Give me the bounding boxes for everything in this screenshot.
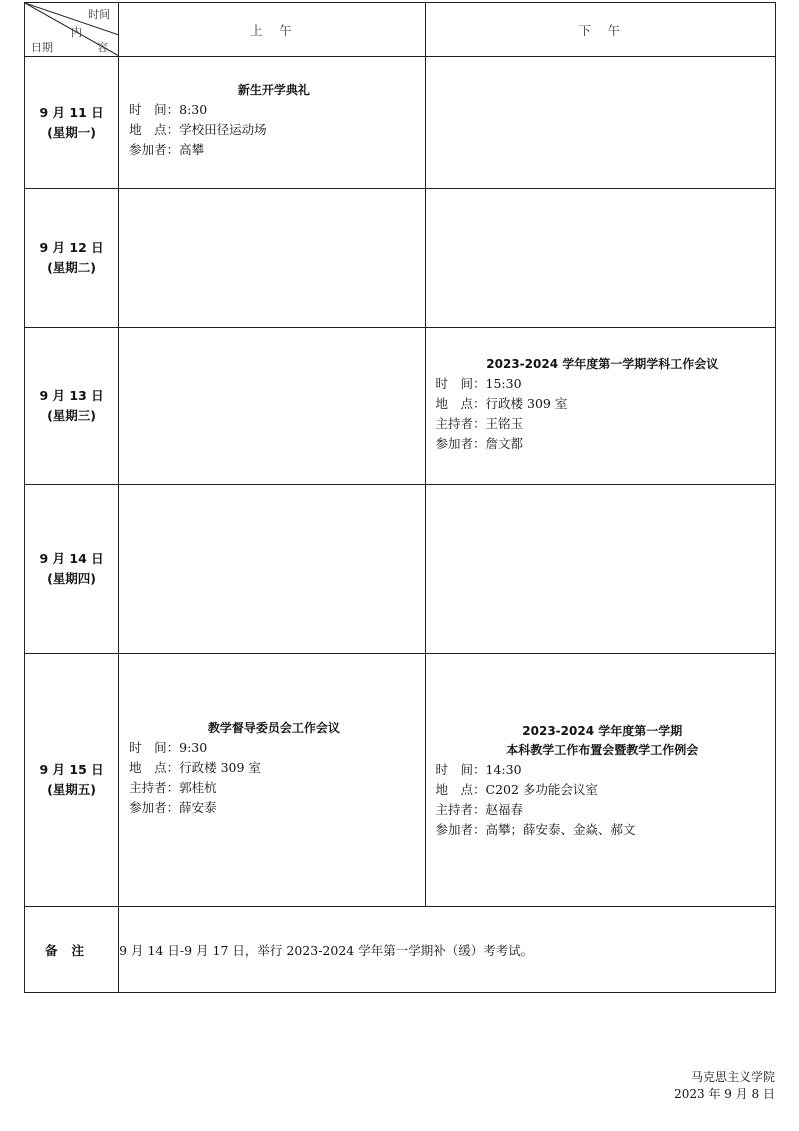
corner-content-label-2: 容 bbox=[97, 41, 109, 54]
event-time: 时 间：9:30 bbox=[129, 739, 208, 755]
schedule-table bbox=[24, 2, 776, 993]
date-label: 9 月 12 日 bbox=[39, 240, 104, 255]
event-participants: 参加者：薛安泰 bbox=[129, 799, 217, 815]
date-cell bbox=[25, 57, 119, 189]
date-cell bbox=[25, 189, 119, 328]
morning-cell bbox=[119, 189, 425, 328]
morning-cell bbox=[119, 57, 425, 189]
date-cell bbox=[25, 485, 119, 654]
notes-row bbox=[25, 907, 776, 993]
afternoon-cell bbox=[425, 485, 775, 654]
date-label: 9 月 13 日 bbox=[39, 388, 104, 403]
event-participants: 参加者：詹文都 bbox=[435, 435, 524, 451]
morning-cell bbox=[119, 485, 425, 654]
date-label: 9 月 14 日 bbox=[39, 551, 104, 566]
footer bbox=[674, 1069, 775, 1103]
weekday-label: (星期四) bbox=[47, 571, 97, 586]
header-row bbox=[25, 3, 776, 57]
weekday-label: (星期五) bbox=[47, 782, 97, 797]
date-cell bbox=[25, 654, 119, 907]
day-row bbox=[25, 485, 776, 654]
event-title: 教学督导委员会工作会议 bbox=[207, 720, 340, 735]
event-participants: 参加者：高攀；薛安泰、金焱、郝文 bbox=[435, 822, 636, 837]
weekday-label: (星期二) bbox=[47, 260, 97, 275]
weekday-label: (星期一) bbox=[47, 124, 97, 140]
corner-content-label-1: 内 bbox=[71, 26, 82, 39]
afternoon-cell bbox=[425, 328, 775, 485]
event-block bbox=[426, 355, 775, 454]
event-subtitle: 本科教学工作布置会暨教学工作例会 bbox=[506, 743, 699, 757]
date-cell bbox=[25, 328, 119, 485]
event-time: 时 间：8:30 bbox=[129, 102, 208, 117]
event-block bbox=[119, 719, 424, 818]
weekday-label: (星期三) bbox=[47, 408, 97, 423]
event-title: 新生开学典礼 bbox=[237, 83, 310, 97]
morning-cell bbox=[119, 654, 425, 907]
afternoon-header: 下 午 bbox=[425, 3, 775, 57]
day-row bbox=[25, 654, 776, 907]
corner-date-label: 日期 bbox=[31, 41, 53, 54]
event-location: 地 点：C202 多功能会议室 bbox=[435, 782, 598, 797]
corner-header-cell bbox=[25, 3, 119, 57]
afternoon-cell bbox=[425, 189, 775, 328]
event-participants: 参加者：高攀 bbox=[129, 142, 205, 157]
event-location: 地 点：行政楼 309 室 bbox=[435, 395, 568, 411]
morning-cell bbox=[119, 328, 425, 485]
event-host: 主持者：郭桂杭 bbox=[129, 779, 217, 795]
event-location: 地 点：行政楼 309 室 bbox=[129, 759, 261, 775]
footer-date: 2023 年 9 月 8 日 bbox=[674, 1087, 775, 1101]
event-block bbox=[426, 722, 775, 840]
day-row bbox=[25, 189, 776, 328]
date-label: 9 月 15 日 bbox=[39, 762, 104, 777]
corner-time-label: 时间 bbox=[88, 8, 111, 21]
event-location: 地 点：学校田径运动场 bbox=[129, 122, 267, 137]
afternoon-cell bbox=[425, 654, 775, 907]
afternoon-cell bbox=[425, 57, 775, 189]
event-block bbox=[119, 81, 424, 160]
morning-header: 上 午 bbox=[119, 3, 425, 57]
event-title: 2023-2024 学年度第一学期学科工作会议 bbox=[486, 356, 719, 371]
event-host: 主持者：赵福春 bbox=[435, 802, 524, 817]
date-label: 9 月 11 日 bbox=[39, 104, 104, 120]
event-title: 2023-2024 学年度第一学期 bbox=[522, 724, 683, 738]
footer-org: 马克思主义学院 bbox=[690, 1070, 775, 1084]
day-row bbox=[25, 57, 776, 189]
notes-text: 9 月 14 日-9 月 17 日，举行 2023-2024 学年第一学期补（缓）考考试。 bbox=[119, 907, 776, 993]
event-time: 时 间：14:30 bbox=[435, 762, 522, 777]
day-row bbox=[25, 328, 776, 485]
event-time: 时 间：15:30 bbox=[435, 375, 522, 391]
event-host: 主持者：王铭玉 bbox=[435, 415, 524, 431]
notes-label: 备注 bbox=[25, 907, 119, 993]
